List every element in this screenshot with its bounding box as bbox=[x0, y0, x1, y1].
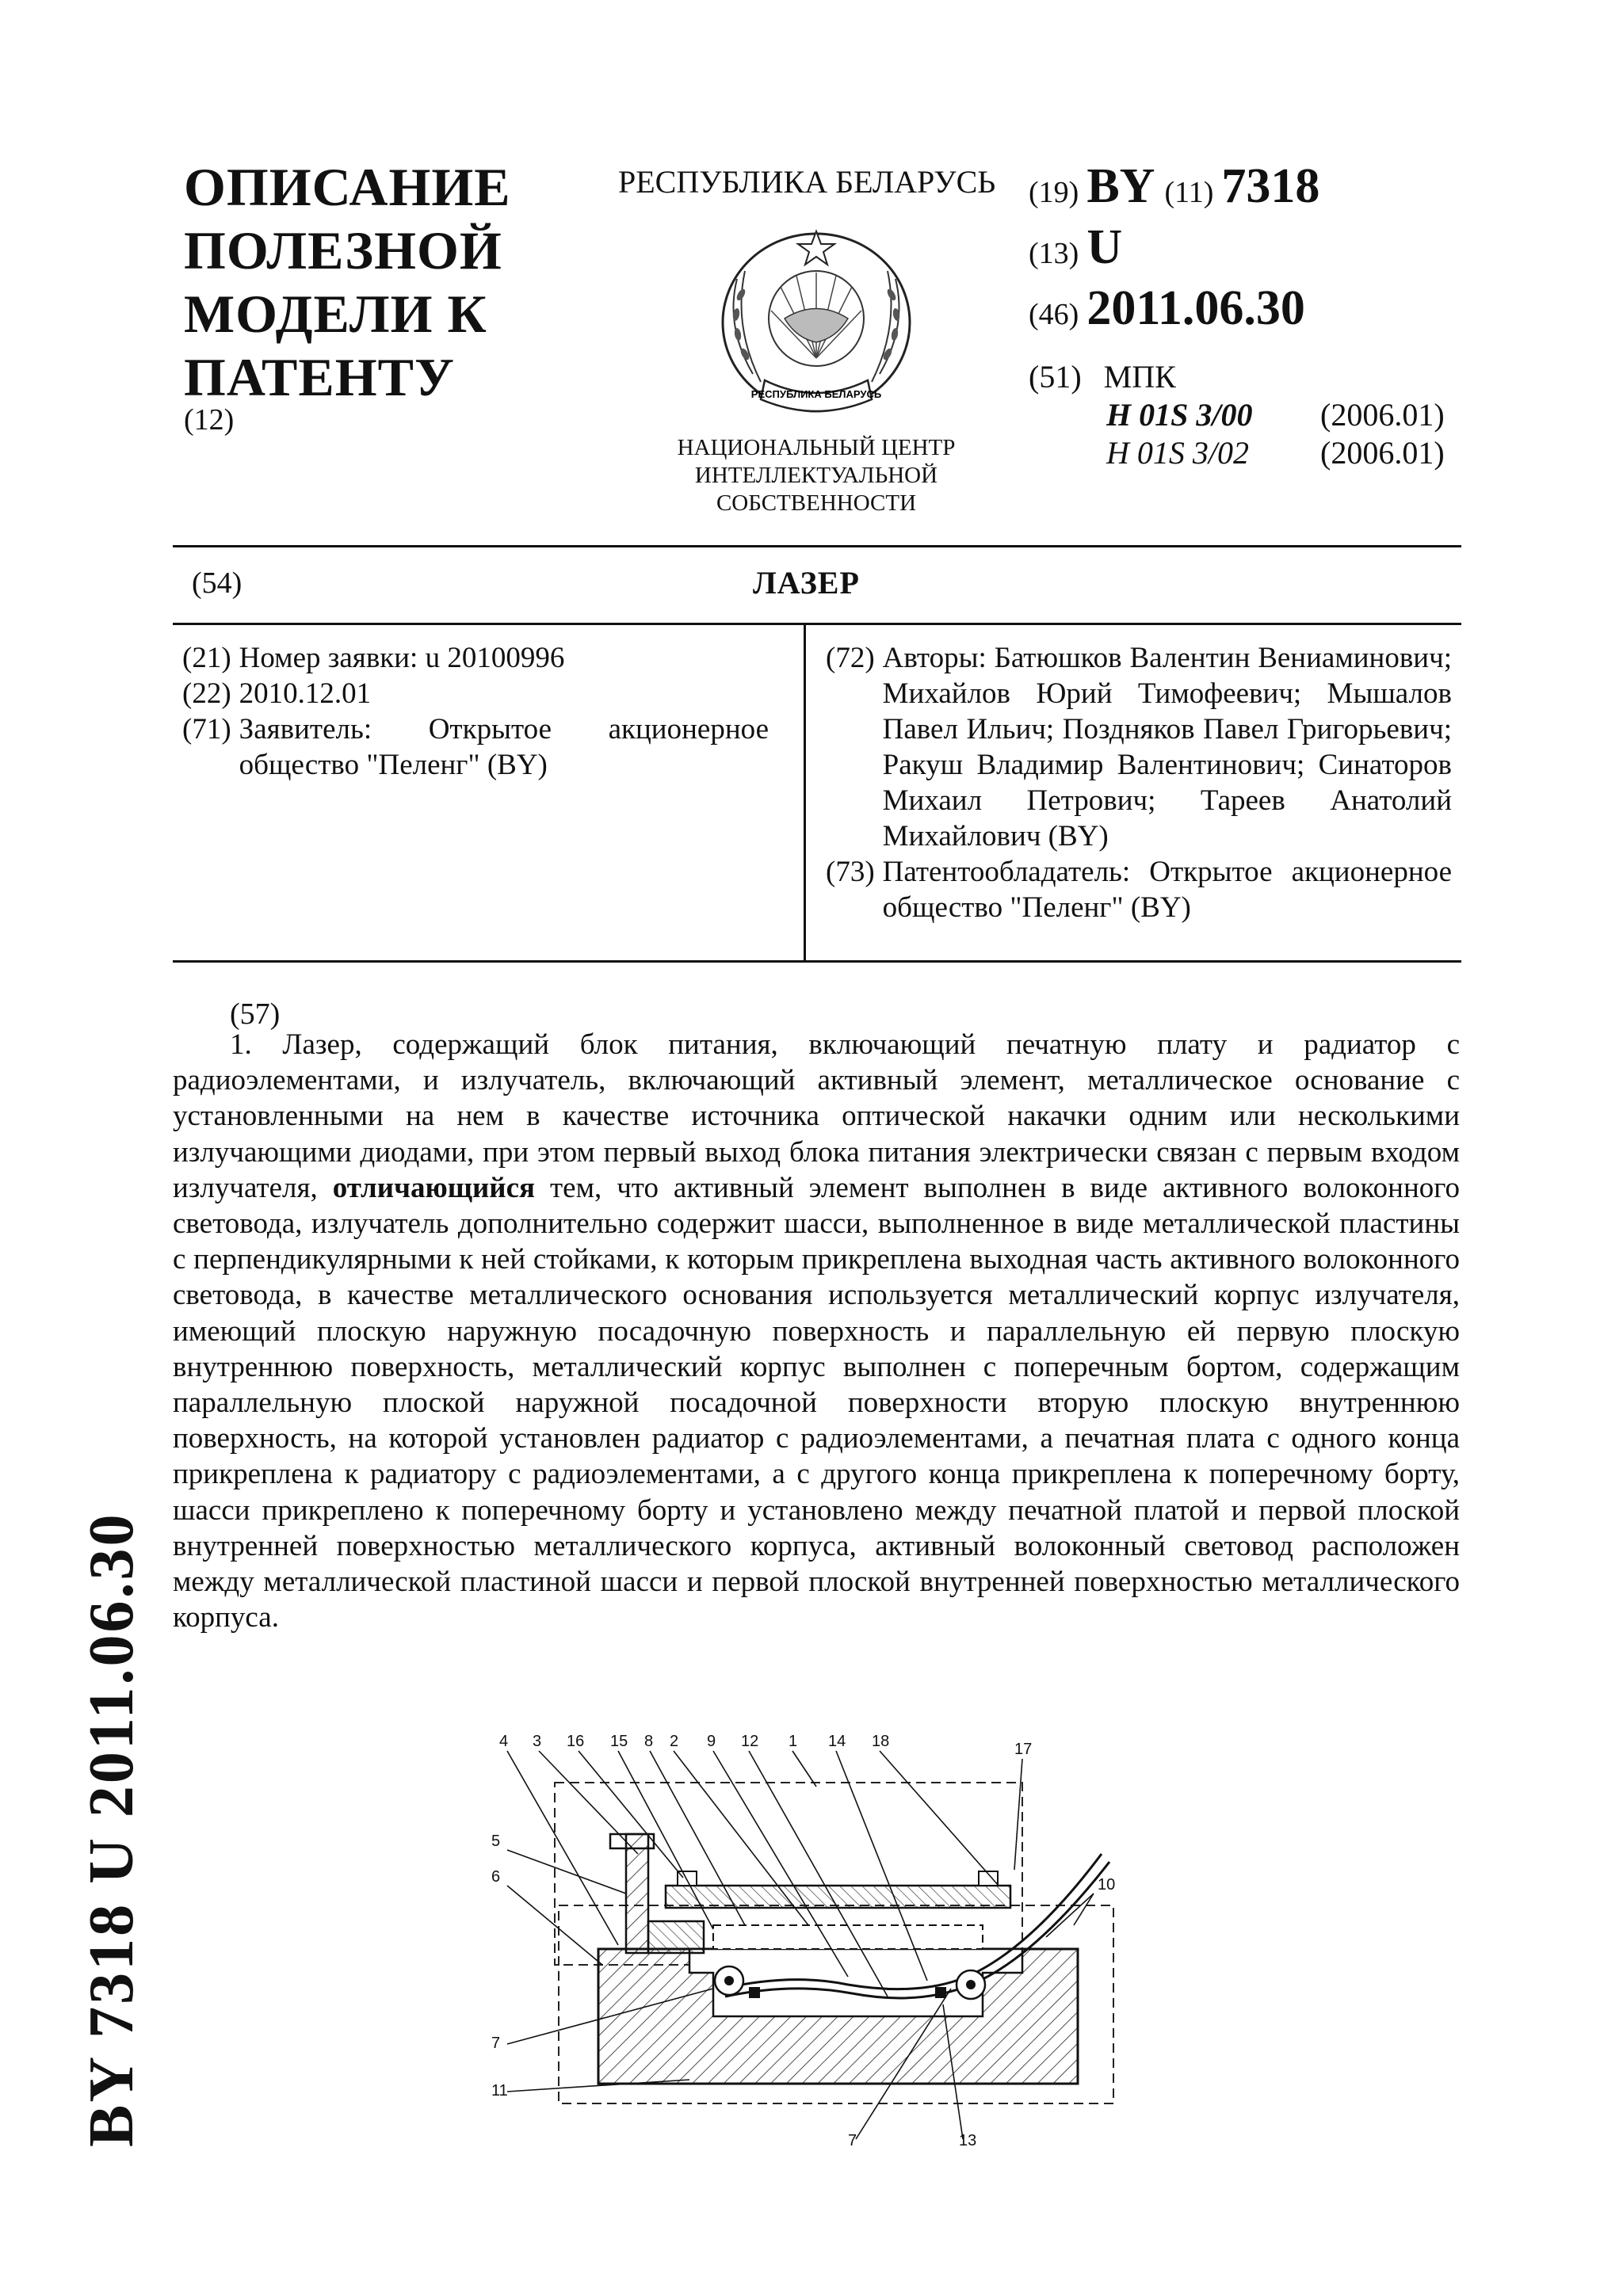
publication-date: 2011.06.30 bbox=[1086, 281, 1305, 335]
transverse-flange bbox=[626, 1834, 648, 1953]
bib-entry bbox=[826, 854, 1452, 925]
issuing-office-line: ИНТЕЛЛЕКТУАЛЬНОЙ bbox=[694, 463, 938, 488]
figure-label: 15 bbox=[610, 1735, 628, 1750]
figure-label: 14 bbox=[828, 1735, 846, 1750]
figure-label: 9 bbox=[707, 1735, 716, 1750]
authors-text: Авторы: Батюшков Валентин Вениаминович; Михайлов Юрий Тимофеевич; Мышалов Павел Ильич; Поздняков Павел Григорьевич; Ракуш Владимир Валентинович; Синаторов Михаил Петрович; Тареев Анатолий Михайлович (BY) bbox=[882, 642, 1452, 852]
figure-label: 1 bbox=[789, 1735, 798, 1750]
figure-label: 4 bbox=[499, 1735, 509, 1750]
ipc-code: H 01S 3/00 bbox=[1106, 397, 1253, 433]
ipc-class-row bbox=[1106, 396, 1445, 433]
inid-code-19: (19) bbox=[1029, 176, 1079, 209]
bib-text: Заявитель: Открытое акционерное общество "Пеленг" (BY) bbox=[239, 713, 769, 781]
patent-number: 7318 bbox=[1221, 159, 1320, 213]
inid-code: (73) bbox=[826, 856, 875, 888]
doc-type-line: МОДЕЛИ К bbox=[184, 284, 487, 344]
country-code: BY bbox=[1086, 159, 1155, 213]
divider bbox=[173, 545, 1461, 547]
ipc-class-row bbox=[1106, 434, 1445, 471]
laser-drawing bbox=[475, 1735, 1157, 2147]
bib-text: Номер заявки: u 20100996 bbox=[239, 642, 565, 674]
invention-title: ЛАЗЕР bbox=[753, 565, 860, 601]
inid-code: (72) bbox=[826, 642, 875, 674]
identifier-row-19 bbox=[1029, 158, 1329, 215]
inid-code-46: (46) bbox=[1029, 298, 1079, 331]
issuing-office-line: СОБСТВЕННОСТИ bbox=[716, 490, 917, 516]
inid-code: (71) bbox=[182, 713, 231, 746]
inid-code-54: (54) bbox=[192, 566, 242, 600]
ipc-version: (2006.01) bbox=[1320, 397, 1445, 433]
bib-entry bbox=[182, 676, 769, 711]
figure-label: 17 bbox=[1014, 1741, 1033, 1758]
republic-name: РЕСПУБЛИКА БЕЛАРУСЬ bbox=[618, 164, 996, 200]
radiator bbox=[648, 1921, 704, 1953]
divider bbox=[173, 960, 1461, 963]
issuing-office bbox=[650, 434, 983, 517]
patent-identifiers bbox=[1029, 158, 1329, 341]
bib-entry bbox=[182, 640, 769, 676]
chassis-plate bbox=[713, 1925, 983, 1949]
bib-entry bbox=[182, 711, 769, 783]
figure-label: 8 bbox=[644, 1735, 654, 1750]
figure-label: 7 bbox=[848, 2132, 857, 2147]
figure-label: 2 bbox=[670, 1735, 679, 1750]
ipc-header bbox=[1029, 358, 1176, 395]
claim-part: 1. Лазер, содержащий блок питания, включающий печатную плату и радиатор с радиоэлементами, и излучатель, включающий активный элемент, металлическое основание с установленными на нем в качестве источника оптической накачки одним или несколькими излучающими диодами, при этом первый выход блока питания электрически связан с первым входом излучателя, bbox=[173, 1028, 1460, 1204]
side-document-id: BY 7318 U 2011.06.30 bbox=[77, 1512, 147, 2147]
figure-label: 16 bbox=[567, 1735, 585, 1750]
inid-code: (21) bbox=[182, 642, 231, 674]
inid-code-51: (51) bbox=[1029, 359, 1082, 395]
identifier-row-13 bbox=[1029, 219, 1329, 276]
printed-circuit-board bbox=[666, 1886, 1010, 1908]
issuing-office-line: НАЦИОНАЛЬНЫЙ ЦЕНТР bbox=[677, 435, 956, 460]
emblem-ribbon-text: РЕСПУБЛИКА БЕЛАРУСЬ bbox=[750, 388, 882, 400]
document-type-title bbox=[184, 155, 511, 409]
doc-type-line: ПОЛЕЗНОЙ bbox=[184, 220, 502, 280]
bibliographic-left bbox=[182, 640, 769, 783]
ipc-version: (2006.01) bbox=[1320, 435, 1445, 471]
claim-keyword: отличающийся bbox=[332, 1171, 536, 1204]
figure-label: 11 bbox=[491, 2082, 508, 2100]
figure-label: 12 bbox=[741, 1735, 759, 1750]
bib-entry bbox=[826, 640, 1452, 854]
claim-part: тем, что активный элемент выполнен в виде активного волоконного световода, излучатель дополнительно содержит шасси, выполненное в виде металлической пластины с перпендикулярными к ней стойками, к которым прикреплена выходная часть активного волоконного световода, в качестве металлического основания используется металлический корпус излучателя, имеющий плоскую наружную посадочную поверхность и параллельную ей первую плоскую внутреннюю поверхность, металлический корпус выполнен с поперечным бортом, содержащим параллельную плоской наружной посадочной поверхности вторую плоскую внутреннюю поверхность, на которой установлен радиатор с радиоэлементами, а печатная плата с одного конца прикреплена к радиатору с радиоэлементами, а с другого конца прикреплена к поперечному борту, шасси прикреплено к поперечному борту и установлено между печатной платой и первой плоской внутренней поверхностью металлического корпуса, активный волоконный световод расположен между металлической пластиной шасси и первой плоской внутренней поверхностью металлического корпуса. bbox=[173, 1171, 1461, 1634]
doc-type-line: ОПИСАНИЕ bbox=[184, 157, 511, 217]
state-emblem-icon bbox=[709, 223, 923, 429]
claim-text bbox=[173, 1027, 1460, 1635]
inid-code-57: (57) bbox=[230, 997, 281, 1031]
inid-code: (22) bbox=[182, 677, 231, 710]
figure-label: 10 bbox=[1098, 1876, 1116, 1894]
figure-label: 6 bbox=[491, 1868, 501, 1886]
kind-code: U bbox=[1086, 220, 1123, 274]
divider bbox=[173, 623, 1461, 625]
figure-label: 5 bbox=[491, 1833, 501, 1850]
doc-type-line: ПАТЕНТУ bbox=[184, 347, 455, 407]
figure-label: 18 bbox=[872, 1735, 890, 1750]
figure-label: 3 bbox=[533, 1735, 542, 1750]
figure-label: 7 bbox=[491, 2035, 501, 2052]
figure-label: 13 bbox=[959, 2132, 977, 2147]
inid-code-11: (11) bbox=[1164, 176, 1214, 209]
patent-holder-text: Патентообладатель: Открытое акционерное общество "Пеленг" (BY) bbox=[882, 856, 1452, 924]
bib-text: 2010.12.01 bbox=[239, 677, 372, 710]
bibliographic-right bbox=[826, 640, 1452, 925]
inid-code-12: (12) bbox=[184, 403, 235, 437]
mpk-label: МПК bbox=[1103, 359, 1176, 395]
column-divider bbox=[804, 623, 806, 962]
identifier-row-46 bbox=[1029, 280, 1329, 337]
ipc-code: H 01S 3/02 bbox=[1106, 435, 1249, 471]
inid-code-13: (13) bbox=[1029, 237, 1079, 270]
